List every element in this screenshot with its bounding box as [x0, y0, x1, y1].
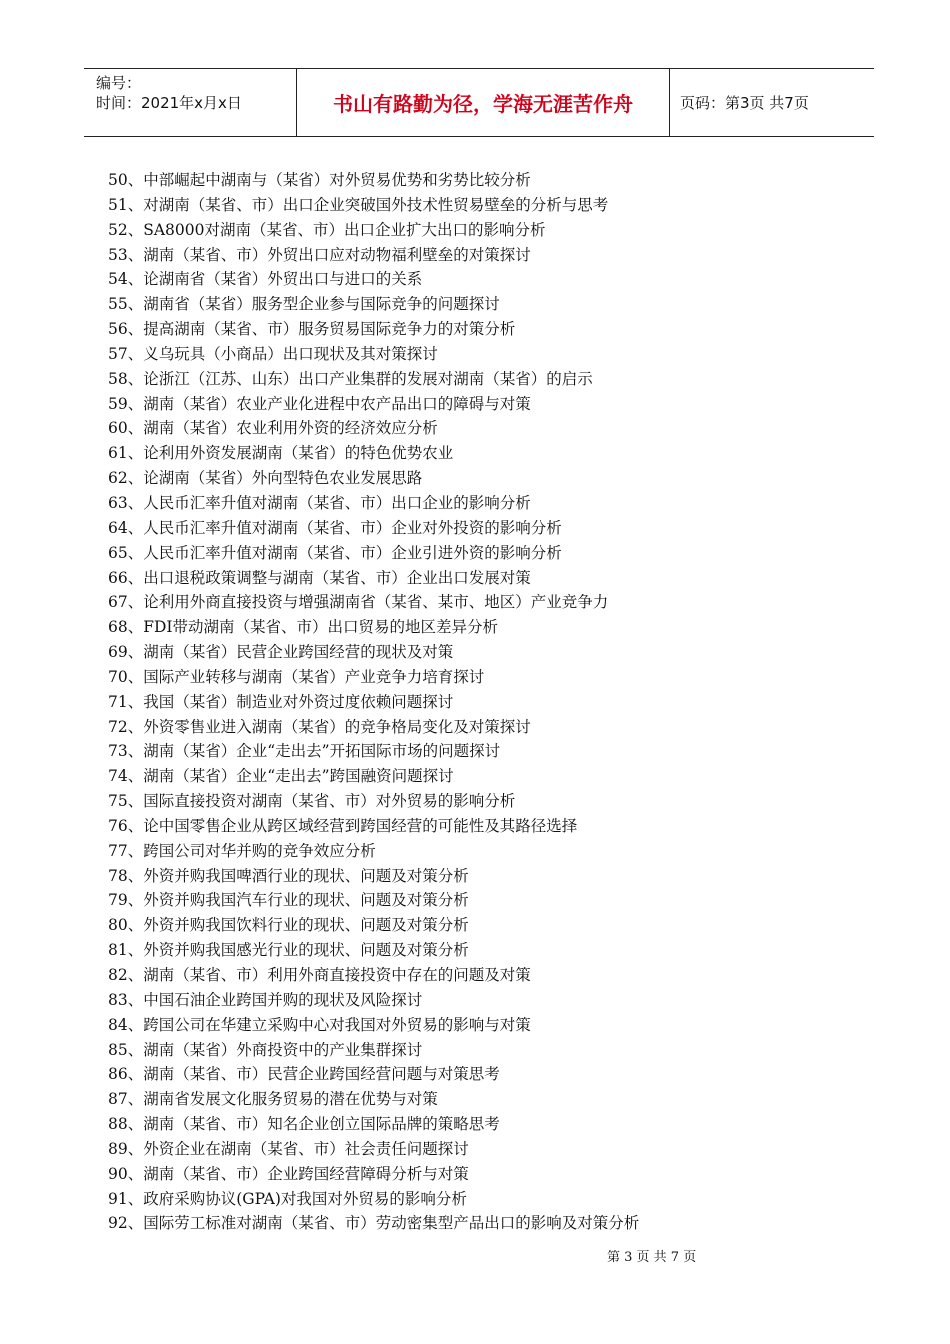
list-item: 68、FDI带动湖南（某省、市）出口贸易的地区差异分析: [108, 618, 499, 637]
list-item: 64、人民币汇率升值对湖南（某省、市）企业对外投资的影响分析: [108, 518, 562, 537]
list-item: 82、湖南（某省、市）利用外商直接投资中存在的问题及对策: [108, 966, 531, 984]
list-item: 71、我国（某省）制造业对外资过度依赖问题探讨: [108, 692, 454, 711]
list-item: 81、外资并购我国感光行业的现状、问题及对策分析: [108, 941, 469, 960]
list-item: 66、出口退税政策调整与湖南（某省、市）企业出口发展对策: [108, 568, 531, 587]
list-item: 63、人民币汇率升值对湖南（某省、市）出口企业的影响分析: [108, 493, 531, 512]
header-page-label: 页码：第3页 共7页: [680, 94, 809, 112]
list-item: 88、湖南（某省、市）知名企业创立国际品牌的策略思考: [108, 1115, 500, 1134]
list-item: 73、湖南（某省）企业“走出去”开拓国际市场的问题探讨: [108, 742, 501, 761]
list-item: 86、湖南（某省、市）民营企业跨国经营问题与对策思考: [108, 1065, 500, 1084]
list-item: 89、外资企业在湖南（某省、市）社会责任问题探讨: [108, 1139, 469, 1158]
list-item: 76、论中国零售企业从跨区域经营到跨国经营的可能性及其路径选择: [108, 816, 578, 835]
list-item: 60、湖南（某省）农业利用外资的经济效应分析: [108, 419, 438, 438]
header-left-cell: [84, 69, 297, 136]
list-item: 57、义乌玩具（小商品）出口现状及其对策探讨: [108, 344, 438, 363]
list-item: 77、跨国公司对华并购的竞争效应分析: [108, 841, 376, 860]
list-item: 87、湖南省发展文化服务贸易的潜在优势与对策: [108, 1090, 438, 1109]
list-item: 90、湖南（某省、市）企业跨国经营障碍分析与对策: [108, 1164, 469, 1183]
list-item: 54、论湖南省（某省）外贸出口与进口的关系: [108, 270, 423, 289]
list-item: 92、国际劳工标准对湖南（某省、市）劳动密集型产品出口的影响及对策分析: [108, 1214, 640, 1233]
list-item: 59、湖南（某省）农业产业化进程中农产品出口的障碍与对策: [108, 394, 531, 413]
topic-list: [108, 168, 639, 1236]
list-item: 75、国际直接投资对湖南（某省、市）对外贸易的影响分析: [108, 792, 516, 811]
list-item: 80、外资并购我国饮料行业的现状、问题及对策分析: [108, 916, 469, 935]
list-item: 55、湖南省（某省）服务型企业参与国际竞争的问题探讨: [108, 295, 500, 314]
list-item: 91、政府采购协议(GPA)对我国对外贸易的影响分析: [108, 1189, 467, 1208]
list-item: 51、对湖南（某省、市）出口企业突破国外技术性贸易壁垒的分析与思考: [108, 195, 609, 214]
list-item: 67、论利用外商直接投资与增强湖南省（某省、某市、地区）产业竞争力: [108, 593, 609, 612]
header-motto: 书山有路勤为径，学海无涯苦作舟: [297, 69, 670, 136]
list-item: 56、提高湖南（某省、市）服务贸易国际竞争力的对策分析: [108, 320, 516, 339]
list-item: 85、湖南（某省）外商投资中的产业集群探讨: [108, 1040, 423, 1059]
list-item: 84、跨国公司在华建立采购中心对我国对外贸易的影响与对策: [108, 1015, 531, 1034]
list-item: 65、人民币汇率升值对湖南（某省、市）企业引进外资的影响分析: [108, 543, 562, 562]
number-label: 编号：: [96, 74, 142, 92]
list-item: 58、论浙江（江苏、山东）出口产业集群的发展对湖南（某省）的启示: [108, 369, 593, 388]
list-item: 78、外资并购我国啤酒行业的现状、问题及对策分析: [108, 866, 469, 885]
list-item: 62、论湖南（某省）外向型特色农业发展思路: [108, 469, 423, 488]
list-item: 74、湖南（某省）企业“走出去”跨国融资问题探讨: [108, 767, 454, 786]
list-item: 50、中部崛起中湖南与（某省）对外贸易优势和劣势比较分析: [108, 171, 531, 189]
list-item: 53、湖南（某省、市）外贸出口应对动物福利壁垒的对策探讨: [108, 245, 531, 264]
list-item: 72、外资零售业进入湖南（某省）的竞争格局变化及对策探讨: [108, 717, 531, 736]
page-header: [84, 68, 874, 137]
list-item: 83、中国石油企业跨国并购的现状及风险探讨: [108, 990, 423, 1009]
list-item: 69、湖南（某省）民营企业跨国经营的现状及对策: [108, 643, 454, 662]
list-item: 79、外资并购我国汽车行业的现状、问题及对策分析: [108, 891, 469, 910]
list-item: 61、论利用外资发展湖南（某省）的特色优势农业: [108, 444, 454, 463]
time-label: 时间：2021年x月x日: [96, 94, 242, 112]
list-item: 70、国际产业转移与湖南（某省）产业竞争力培育探讨: [108, 667, 485, 686]
list-item: 52、SA8000对湖南（某省、市）出口企业扩大出口的影响分析: [108, 220, 546, 239]
page-footer: 第 3 页 共 7 页: [607, 1250, 697, 1265]
